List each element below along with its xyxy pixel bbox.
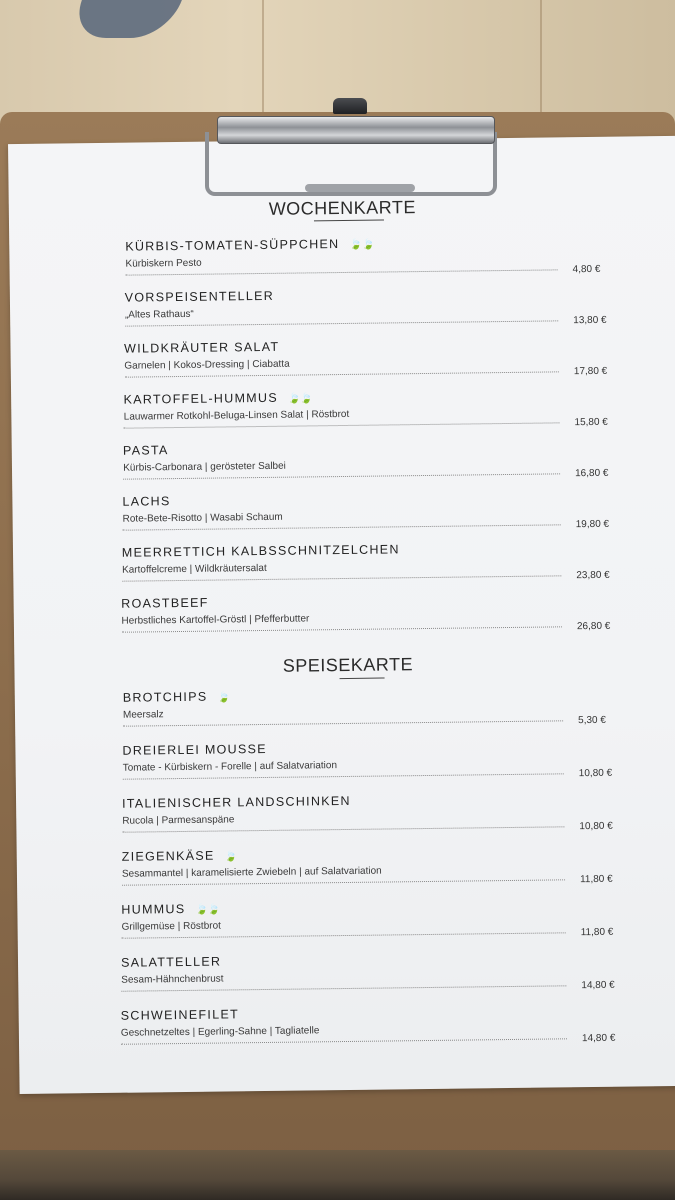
menu-item-name-text: LACHS bbox=[122, 494, 171, 509]
dotted-leader bbox=[122, 575, 561, 581]
menu-item-price: 16,80 € bbox=[575, 467, 609, 480]
dotted-leader bbox=[123, 720, 563, 726]
table-edge bbox=[0, 1150, 675, 1200]
menu-item-name bbox=[123, 443, 169, 458]
menu-item bbox=[10, 335, 675, 378]
clipboard-clip-icon[interactable] bbox=[205, 112, 501, 200]
menu-item-name bbox=[122, 494, 170, 509]
heading-underline bbox=[340, 678, 385, 680]
clip-bar bbox=[305, 184, 415, 192]
dotted-leader bbox=[125, 320, 558, 326]
menu-item-name bbox=[125, 237, 374, 254]
menu-item-name bbox=[121, 596, 209, 611]
menu-item-price: 23,80 € bbox=[576, 569, 610, 582]
menu-item-description: Kürbiskern Pesto bbox=[125, 257, 202, 270]
menu-item-name-text: ROASTBEEF bbox=[121, 595, 209, 611]
menu-item-description: „Altes Rathaus“ bbox=[124, 308, 194, 321]
menu-item-description: Grillgemüse | Röstbrot bbox=[121, 920, 221, 933]
menu-item-name bbox=[125, 289, 274, 305]
menu-item bbox=[19, 1002, 675, 1045]
menu-item-name bbox=[123, 390, 312, 406]
menu-item-name-text: KÜRBIS-TOMATEN-SÜPPCHEN bbox=[125, 237, 340, 254]
menu-item-price: 15,80 € bbox=[574, 416, 608, 429]
leaf-icon: 🍃🍃 bbox=[349, 239, 375, 251]
menu-item-price: 19,80 € bbox=[575, 518, 610, 531]
dotted-leader bbox=[123, 473, 560, 479]
menu-item-name bbox=[121, 1007, 239, 1022]
menu-item-description: Lauwarmer Rotkohl-Beluga-Linsen Salat | Röstbrot bbox=[123, 408, 350, 423]
menu-item bbox=[9, 233, 675, 276]
clip-plate bbox=[217, 116, 495, 144]
menu-item bbox=[16, 790, 675, 833]
menu-item-price: 14,80 € bbox=[581, 1032, 616, 1045]
menu-item-description: Herbstliches Kartoffel-Gröstl | Pfefferbutter bbox=[121, 613, 310, 627]
dotted-leader bbox=[122, 826, 564, 832]
section-heading-speisekarte bbox=[14, 651, 675, 680]
floor-seam bbox=[262, 0, 264, 130]
menu-item bbox=[13, 539, 675, 582]
menu-item bbox=[14, 590, 675, 633]
dotted-leader bbox=[122, 932, 566, 938]
menu-item-name-text: BROTCHIPS bbox=[122, 689, 208, 705]
clip-knob bbox=[333, 98, 367, 114]
leaf-icon: 🍃 bbox=[217, 692, 230, 704]
menu-item-name-text: DREIERLEI MOUSSE bbox=[122, 741, 267, 758]
heading-underline bbox=[314, 219, 384, 221]
menu-item-name-text: VORSPEISENTELLER bbox=[124, 288, 275, 305]
menu-item bbox=[12, 437, 675, 480]
menu-item-price: 17,80 € bbox=[573, 365, 608, 378]
wochenkarte-title: WOCHENKARTE bbox=[268, 197, 417, 219]
dotted-leader bbox=[121, 1038, 567, 1044]
dotted-leader bbox=[123, 524, 561, 530]
menu-item-name-text: PASTA bbox=[122, 443, 169, 458]
speisekarte-title: SPEISEKARTE bbox=[282, 654, 414, 676]
menu-item-price: 11,80 € bbox=[579, 873, 613, 886]
menu-item-name-text: KARTOFFEL-HUMMUS bbox=[123, 390, 279, 407]
menu-item-description: Sesammantel | karamelisierte Zwiebeln | auf Salatvariation bbox=[121, 865, 382, 880]
menu-sheet bbox=[8, 136, 675, 1094]
menu-item-name-text: WILDKRÄUTER SALAT bbox=[124, 339, 280, 356]
menu-item bbox=[18, 949, 675, 992]
dotted-leader bbox=[124, 422, 560, 428]
dotted-leader bbox=[122, 626, 562, 632]
menu-item bbox=[15, 684, 675, 727]
menu-item bbox=[17, 896, 675, 939]
menu-item-name bbox=[122, 542, 400, 559]
dotted-leader bbox=[124, 371, 558, 377]
menu-item-description: Garnelen | Kokos-Dressing | Ciabatta bbox=[124, 358, 290, 372]
menu-item-price: 5,30 € bbox=[578, 714, 606, 727]
menu-item-price: 10,80 € bbox=[579, 820, 613, 833]
menu-item-name bbox=[123, 689, 230, 704]
menu-item-name bbox=[122, 794, 351, 811]
menu-item-name-text: SCHWEINEFILET bbox=[120, 1007, 240, 1023]
menu-item bbox=[10, 284, 675, 327]
dotted-leader bbox=[126, 269, 558, 275]
leaf-icon: 🍃🍃 bbox=[195, 904, 221, 916]
dotted-leader bbox=[123, 773, 564, 779]
menu-item-price: 26,80 € bbox=[576, 620, 611, 633]
menu-item-description: Tomate - Kürbiskern - Forelle | auf Salatvariation bbox=[122, 760, 338, 774]
menu-item-price: 14,80 € bbox=[581, 979, 615, 992]
menu-item-name-text: MEERRETTICH KALBSSCHNITZELCHEN bbox=[121, 542, 400, 560]
menu-item-description: Kartoffelcreme | Wildkräutersalat bbox=[121, 562, 267, 576]
menu-item-description: Meersalz bbox=[122, 709, 164, 721]
leaf-icon: 🍃 bbox=[224, 851, 238, 863]
menu-item-description: Sesam-Hähnchenbrust bbox=[121, 973, 224, 986]
menu-item bbox=[15, 737, 675, 780]
menu-item-name-text: SALATTELLER bbox=[120, 954, 222, 970]
menu-item bbox=[17, 843, 675, 886]
menu-item-price: 11,80 € bbox=[580, 926, 614, 939]
shadow bbox=[68, 0, 182, 38]
menu-item-name bbox=[122, 848, 238, 863]
leaf-icon: 🍃🍃 bbox=[287, 393, 313, 405]
menu-item-price: 10,80 € bbox=[578, 767, 613, 780]
menu-item-name bbox=[122, 742, 267, 758]
menu-item-name-text: HUMMUS bbox=[121, 901, 186, 917]
dotted-leader bbox=[122, 879, 565, 885]
menu-item-price: 4,80 € bbox=[572, 263, 601, 276]
menu-item-name-text: ITALIENISCHER LANDSCHINKEN bbox=[122, 793, 351, 811]
menu-item-price: 13,80 € bbox=[573, 314, 607, 327]
menu-item-name bbox=[121, 902, 220, 917]
dotted-leader bbox=[121, 985, 566, 991]
menu-item-name bbox=[124, 340, 279, 356]
menu-item-description: Kürbis-Carbonara | gerösteter Salbei bbox=[123, 460, 286, 474]
menu-item-description: Rote-Bete-Risotto | Wasabi Schaum bbox=[122, 511, 283, 525]
menu-item-name bbox=[121, 955, 221, 970]
menu-item-description: Geschnetzeltes | Egerling-Sahne | Tagliatelle bbox=[120, 1025, 320, 1039]
menu-item bbox=[11, 386, 675, 429]
menu-item bbox=[12, 488, 675, 531]
menu-item-name-text: ZIEGENKÄSE bbox=[121, 848, 215, 864]
menu-item-description: Rucola | Parmesanspäne bbox=[122, 814, 235, 827]
floor-seam bbox=[540, 0, 542, 130]
